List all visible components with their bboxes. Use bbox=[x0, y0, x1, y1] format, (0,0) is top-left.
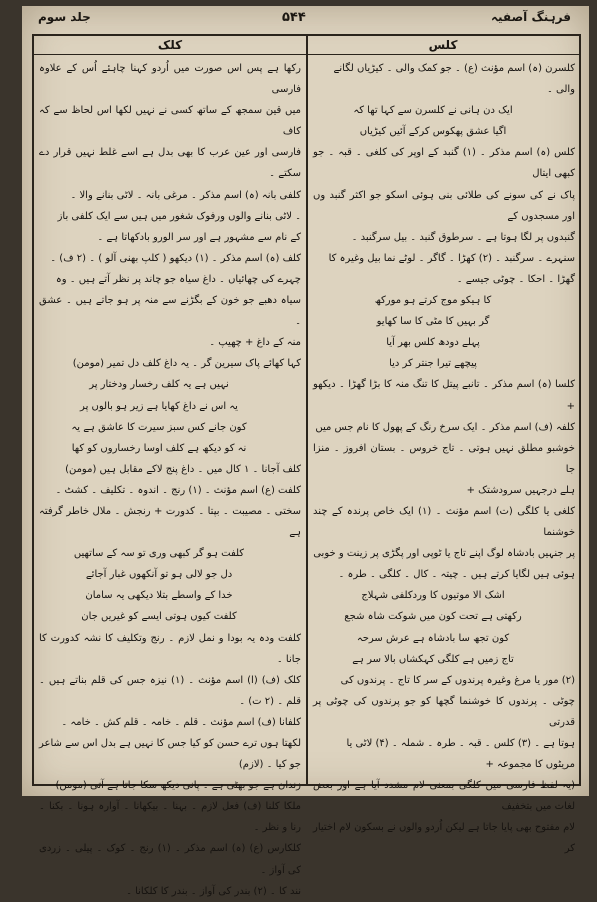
page-header bbox=[22, 10, 589, 32]
text-line: چوٹی ۔ پرندوں کا خوشنما گچھا کو جو پرندوں کی چوٹی پر قدرتی bbox=[313, 695, 575, 728]
text-line: کلف آجانا ۔ ۱ کال میں ۔ داغ پنج لاکے مقابل ہیں (مومن) bbox=[65, 463, 301, 475]
text-line: سیاہ دھبے جو خون کے بگڑنے سے منہ پر ہو جاتے ہیں ۔ عشق ۔ bbox=[39, 295, 301, 328]
text-line: پہلے دودھ کلس بھر آیا bbox=[386, 337, 480, 349]
text-line: کلسرن (ہ) اسم مؤنث (ع) ۔ جو کمک والی ۔ کیڑیاں لگانے bbox=[333, 63, 575, 74]
page-number: ۵۴۴ bbox=[282, 10, 306, 25]
left-column bbox=[39, 58, 301, 897]
volume-label: جلد سوم bbox=[38, 10, 91, 24]
text-line: کلغی یا کلگی (ت) اسم مؤنث ۔ (۱) ایک خاص پرندہ کے چند خوشنما bbox=[313, 505, 576, 539]
text-line: کلس (ہ) اسم مذکر ۔ (۱) گنبد کے اوپر کی کلغی ۔ قبہ ۔ جو کبھی ایتال bbox=[313, 147, 575, 180]
text-line: ہوتا ہے ۔ (۳) کلس ۔ قبہ ۔ طرہ ۔ شملہ ۔ (۴) لاٹی یا bbox=[346, 738, 575, 749]
text-line: کون جانے کس سبز سیرت کا عاشق ہے یہ bbox=[71, 421, 247, 433]
text-line: فارسی اور عین عرب کا بھی بدل ہے اسے غلط نہیں قرار دے سکتے ۔ bbox=[39, 147, 301, 180]
text-line: یہ اس نے داغ کھایا ہے زیر ہو بالوں پر bbox=[80, 400, 238, 412]
text-line: خدا کے واسطے بتلا دیکھی یہ سامان bbox=[85, 590, 233, 602]
text-line: اشک الا موتیوں کا وردکلفی شہلاج bbox=[361, 590, 505, 602]
right-column bbox=[313, 58, 576, 855]
text-line: لکھتا ہوں ترے حسن کو کیا جس کا نہیں ہے بدل اس سے شاعر جو کیا ۔ (لازم) bbox=[39, 738, 301, 771]
text-line: رکھا ہے پس اس صورت میں اُردو کہنا چاہئے اُس کے علاوہ فارسی bbox=[39, 63, 301, 96]
text-line: کلک (ف) (ا) اسم مؤنث ۔ (۱) نیزہ جس کی قلم بناتے ہیں ۔ قلم ۔ (۲ ت) ۔ bbox=[39, 674, 301, 707]
text-line: کلفی بانہ (ہ) اسم مذکر ۔ مرغی بانہ ۔ لاٹی بنانے والا ۔ bbox=[70, 189, 301, 201]
text-line: سنہرے ۔ سرگنبد ۔ (۲) کھڑا ۔ گاگر ۔ لوٹے نما بیل وغیرہ کا bbox=[328, 252, 575, 264]
text-line: پاک نے کی سونے کی طلائی بنی ہوئی اسکو جو اکثر گنبد وں اور مسجدوں کے bbox=[313, 189, 575, 222]
text-line: نند کا ۔ (۲) بندر کی آواز ۔ بندر کا کلکانا ۔ bbox=[126, 885, 301, 897]
right-column-heading: کلس bbox=[307, 36, 579, 55]
text-line: کلسا (ہ) اسم مذکر ۔ تانبے پیتل کا تنگ منہ کا بڑا گھڑا ۔ دیکھو + bbox=[313, 379, 575, 412]
text-line: خوشبو مطلق نہیں ہوتی ۔ تاج خروس ۔ بستان افروز ۔ منزا جا bbox=[313, 442, 575, 475]
text-line: والی ۔ bbox=[546, 84, 575, 96]
text-line: ہوئی ہیں لگایا کرتے ہیں ۔ چیتہ ۔ کال ۔ کلگی ۔ طرہ ۔ bbox=[338, 569, 575, 581]
text-line: میں قین سمجھ کے ساتھ کسی نے نہیں لکھا اس لحاظ سے کہ کاف bbox=[39, 105, 301, 138]
text-line: سختی ۔ مصیبت ۔ بپتا ۔ کدورت + رنجش ۔ ملال خاطر گرفتہ ہے bbox=[39, 505, 301, 539]
text-line: کلفت ہو گر کبھی وری تو سہ کے ساتھیں bbox=[73, 548, 245, 560]
text-line: کلفت ودہ یہ بودا و نمل لازم ۔ رنج وتکلیف کا نشہ کدورت کا جانا ۔ bbox=[39, 632, 301, 665]
text-line: کلفت کیوں ہوتی ایسے کو غیریں جان bbox=[81, 611, 237, 623]
text-line: رکھتی ہے تحت کون میں شوکت شاہ شجع bbox=[344, 611, 522, 623]
text-line: پیچھے تیرا جنتر کر دیا bbox=[389, 358, 477, 370]
left-column-heading: کلک bbox=[34, 36, 306, 55]
book-page bbox=[22, 6, 589, 897]
text-line: ہلے درجہیں سرودشتک + bbox=[466, 484, 575, 496]
column-divider bbox=[306, 36, 308, 784]
text-line: کلفانا (ف) اسم مؤنث ۔ قلم ۔ خامہ ۔ قلم کش ۔ خامہ ۔ bbox=[61, 716, 301, 728]
text-line: کا ہیکو موج کرتے ہو مورکھ bbox=[374, 295, 492, 307]
text-line: نہیں ہے یہ کلف رخسار ودختار پر bbox=[89, 379, 229, 391]
text-line: ملکا کلنا (ف) فعل لازم ۔ بہنا ۔ بیکھانا ۔ آوارہ ہونا ۔ بکنا ۔ رنا و نظر ۔ bbox=[39, 801, 301, 834]
text-line: زندان ہے جو بھٹی ہے ۔ پانی دیکھ سکا جاتا ہے آتی (مومن) bbox=[55, 780, 301, 792]
text-line: (۲) مور یا مرغ وغیرہ پرندوں کے سر کا تاج ۔ پرندوں کی bbox=[340, 674, 575, 686]
text-line: کلفہ (ف) اسم مذکر ۔ ایک سرخ رنگ کے پھول کا نام جس میں bbox=[315, 421, 575, 433]
text-line: پر جنہیں بادشاہ لوگ اپنے تاج یا ٹوپی اور پگڑی پر زینت و خوبی bbox=[313, 548, 575, 560]
text-line: کون تجھ سا بادشاہ ہے عرش سرحہ bbox=[356, 632, 510, 644]
text-line: کہا کھائے پاک سیرین گر ۔ یہ داغ کلف دل تمیر (مومن) bbox=[72, 358, 301, 370]
text-line: چہرے کی چھائیاں ۔ داغ سیاہ جو چاند پر نظر آتے ہیں ۔ وہ bbox=[55, 273, 301, 285]
text-line: گھڑا ۔ احکا ۔ چوٹی جیسے ۔ bbox=[456, 273, 575, 285]
text-line: گنبدوں پر لگا ہوتا ہے ۔ سرطوق گنبد ۔ بیل سرگنبد ۔ bbox=[351, 231, 575, 243]
text-line: کے نام سے مشہور ہے اور سر الورو بادکھاتا ہے ۔ bbox=[97, 231, 301, 243]
text-line: کلفت (ع) اسم مؤنث ۔ (۱) رنج ۔ اندوہ ۔ تکلیف ۔ کشٹ ۔ bbox=[55, 484, 301, 496]
text-line: دل جو لالی ہو تو آنکھوں غبار آجائے bbox=[85, 569, 233, 581]
text-line: نہ کو دیکھ ہے کلف اوسا رخساروں کو کھا bbox=[71, 442, 247, 454]
text-line: (یہ لفظ فارسی میں کلگی بمعنی لام مشدد آیا ہے اور بعض لغات میں بتخفیف bbox=[313, 780, 575, 813]
text-frame bbox=[32, 34, 581, 897]
text-line: لام مفتوح بھی پایا جاتا ہے لیکن اُردو والوں نے بسکون لام اختیار کر bbox=[313, 822, 575, 855]
text-line: ایک دن ہانی نے کلسرن سے کہا تھا کہ bbox=[353, 105, 513, 117]
text-line: تاج زمیں ہے کلگی کہکشاں بالا سر ہے bbox=[352, 653, 514, 665]
text-line: منہ کے داغ + چھیپ ۔ bbox=[209, 337, 301, 349]
text-line: گر بہیں کا مٹی کا سا کھایو bbox=[376, 316, 490, 328]
text-line: مریٹوں کا مجموعہ + bbox=[485, 759, 575, 771]
text-line: ۔ لاٹی بنانے والوں ورفوک شغور میں ہیں سے ایک کلفی باز bbox=[57, 210, 301, 222]
text-line: کلف (ہ) اسم مذکر ۔ (۱) دیکھو ( کلپ بھنی آلو ) ۔ (۲ ف) ۔ bbox=[50, 252, 301, 264]
book-title: فرہنگ آصفیہ bbox=[491, 10, 571, 24]
text-line: کلکارس (ع) (ہ) اسم مذکر ۔ (۱) رنج ۔ کوک ۔ پیلی ۔ زردی کی آواز ۔ bbox=[39, 843, 301, 876]
text-line: اگیا عشق پھکوس کرکے آئیں کیڑیاں bbox=[359, 126, 507, 138]
